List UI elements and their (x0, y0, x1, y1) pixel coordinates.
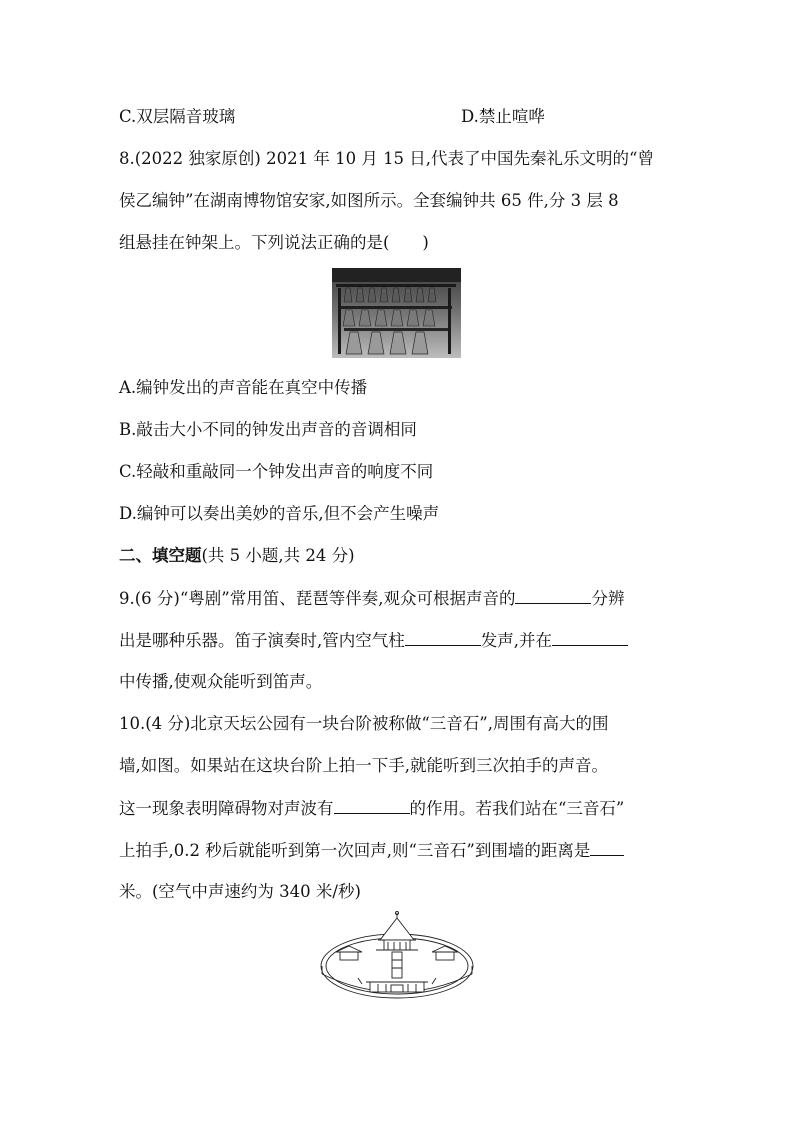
q10-line2: 墙,如图。如果站在这块台阶上拍一下手,就能听到三次拍手的声音。 (119, 756, 608, 775)
answer-blank[interactable] (405, 629, 481, 646)
answer-blank[interactable] (590, 839, 624, 856)
q8-option-b: B.敲击大小不同的钟发出声音的音调相同 (119, 420, 417, 439)
q10-text: 这一现象表明障碍物对声波有 (119, 799, 334, 818)
q7-options (119, 106, 545, 128)
q9-line3: 中传播,使观众能听到笛声。 (119, 672, 323, 691)
q7-option-d: D.禁止喧哗 (461, 107, 545, 126)
q9-text: 出是哪种乐器。笛子演奏时,管内空气柱 (119, 631, 405, 650)
q10-line4 (119, 839, 624, 862)
answer-blank[interactable] (552, 629, 628, 646)
q10-text: 的作用。若我们站在“三音石” (409, 799, 625, 818)
bianzhong-photo (332, 268, 461, 358)
q9-text: 发声,并在 (480, 631, 552, 650)
q10-line1: 10.(4 分)北京天坛公园有一块台阶被称做“三音石”,周围有高大的围 (119, 714, 609, 733)
answer-blank[interactable] (515, 587, 591, 604)
section-note: (共 5 小题,共 24 分) (201, 546, 355, 565)
answer-blank[interactable] (334, 797, 410, 814)
q10-line5: 米。(空气中声速约为 340 米/秒) (119, 882, 361, 901)
q8-stem-line1: 8.(2022 独家原创) 2021 年 10 月 15 日,代表了中国先秦礼乐文明的“曾 (119, 149, 654, 168)
q8-stem-line2: 侯乙编钟”在湖南博物馆安家,如图所示。全套编钟共 65 件,分 3 层 8 (119, 191, 619, 210)
q8-stem-line3: 组悬挂在钟架上。下列说法正确的是( ) (119, 233, 429, 252)
q8-option-d: D.编钟可以奏出美妙的音乐,但不会产生噪声 (119, 504, 440, 523)
q8-option-c: C.轻敲和重敲同一个钟发出声音的响度不同 (119, 462, 434, 481)
q9-line2 (119, 629, 628, 652)
section-title: 二、填空题 (119, 546, 202, 565)
section-heading (119, 545, 355, 567)
q9-line1 (119, 587, 624, 610)
q9-text: 分辨 (591, 589, 625, 608)
q8-option-a: A.编钟发出的声音能在真空中传播 (119, 378, 368, 397)
q10-line3 (119, 797, 624, 820)
q7-option-c: C.双层隔音玻璃 (119, 107, 236, 126)
q10-text: 上拍手,0.2 秒后就能听到第一次回声,则“三音石”到围墙的距离是 (119, 841, 591, 860)
temple-of-heaven-drawing (318, 908, 476, 1004)
q9-text: 9.(6 分)“粤剧”常用笛、琵琶等伴奏,观众可根据声音的 (119, 589, 516, 608)
